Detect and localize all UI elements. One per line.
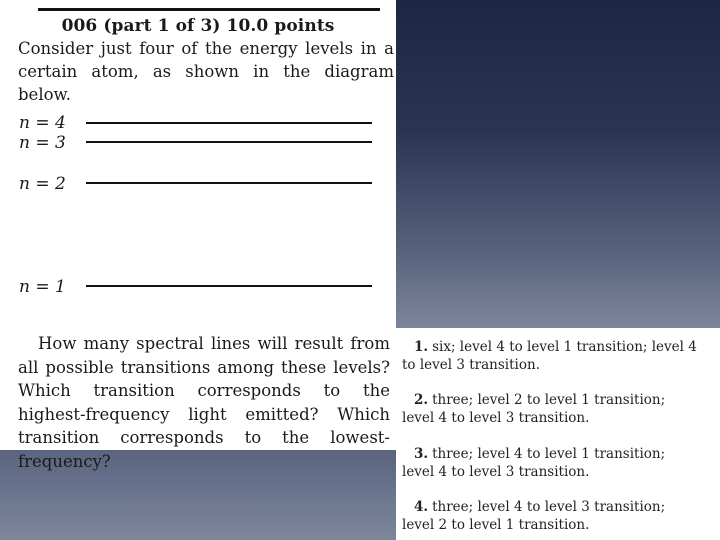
- question-intro: Consider just four of the energy levels in a certain atom, as shown in the diagram below.: [18, 39, 394, 104]
- choice-number: 3.: [414, 446, 429, 462]
- level-line-n2: [86, 182, 372, 184]
- level-label-n3: n = 3: [19, 133, 66, 153]
- level-line-n4: [86, 122, 372, 124]
- level-label-n4: n = 4: [19, 113, 66, 133]
- question-header: 006 (part 1 of 3) 10.0 points: [61, 16, 335, 36]
- answer-choice-4[interactable]: [402, 498, 700, 534]
- question-panel: [0, 0, 396, 471]
- choice-text: three; level 4 to level 3 transition; level 2 to level 1 transition.: [402, 499, 666, 533]
- answer-choices: [396, 328, 720, 540]
- answer-choice-3[interactable]: [402, 445, 700, 481]
- choice-text: six; level 4 to level 1 transition; level 4 to level 3 transition.: [402, 339, 697, 373]
- top-rule-divider: [38, 8, 380, 11]
- level-line-n1: [86, 285, 372, 287]
- level-line-n3: [86, 141, 372, 143]
- answer-choice-2[interactable]: [402, 391, 700, 427]
- question-text: How many spectral lines will result from all possible transitions among these levels? Which transition corresponds to the highest-frequency light emitted? Which transition corresponds to the lowest-frequency?: [18, 334, 390, 471]
- choice-text: three; level 2 to level 1 transition; level 4 to level 3 transition.: [402, 392, 666, 426]
- level-label-n2: n = 2: [19, 174, 66, 194]
- choice-number: 4.: [414, 499, 429, 515]
- slide-background-top-right: [396, 0, 720, 328]
- level-label-n1: n = 1: [19, 277, 66, 297]
- answer-choice-1[interactable]: [402, 338, 700, 374]
- choice-number: 1.: [414, 339, 429, 355]
- choice-number: 2.: [414, 392, 429, 408]
- choice-text: three; level 4 to level 1 transition; level 4 to level 3 transition.: [402, 446, 666, 480]
